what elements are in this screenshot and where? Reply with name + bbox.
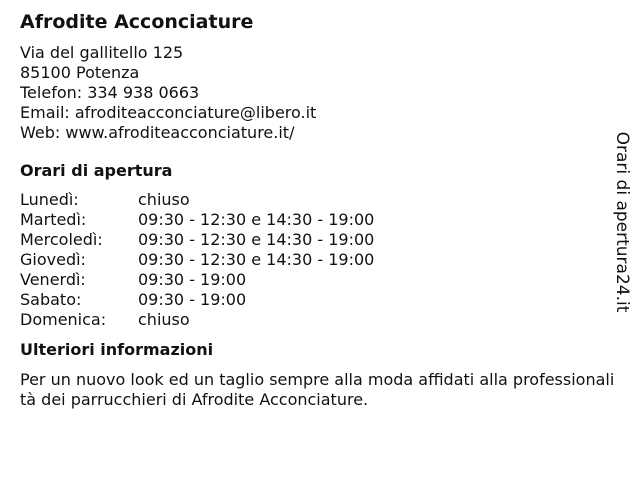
day-hours: 09:30 - 19:00 <box>138 270 247 289</box>
day-label: Domenica: <box>20 310 107 329</box>
day-hours: 09:30 - 19:00 <box>138 290 247 309</box>
day-label: Martedì: <box>20 210 87 229</box>
day-label: Giovedì: <box>20 250 86 269</box>
website: Web: www.afroditeacconciature.it/ <box>20 123 295 142</box>
hours-heading: Orari di apertura <box>20 161 173 180</box>
day-label: Mercoledì: <box>20 230 103 249</box>
site-watermark: Orari di apertura24.it <box>612 131 632 313</box>
business-card <box>20 10 615 410</box>
city: 85100 Potenza <box>20 63 140 82</box>
description-text: Per un nuovo look ed un taglio sempre alla moda affidati alla professionalità dei parrucchieri di Afrodite Acconciature. <box>20 370 615 409</box>
opening-hours <box>20 190 610 330</box>
day-hours: chiuso <box>138 310 190 329</box>
hours-row <box>20 250 610 270</box>
hours-row <box>20 210 610 230</box>
day-hours: chiuso <box>138 190 190 209</box>
hours-row <box>20 290 610 310</box>
day-label: Venerdì: <box>20 270 86 289</box>
more-info-heading: Ulteriori informazioni <box>20 340 214 359</box>
day-hours: 09:30 - 12:30 e 14:30 - 19:00 <box>138 230 375 249</box>
hours-row <box>20 270 610 290</box>
phone: Telefon: 334 938 0663 <box>20 83 200 102</box>
hours-row <box>20 190 610 210</box>
day-hours: 09:30 - 12:30 e 14:30 - 19:00 <box>138 210 375 229</box>
business-name: Afrodite Acconciature <box>20 11 254 33</box>
day-hours: 09:30 - 12:30 e 14:30 - 19:00 <box>138 250 375 269</box>
email: Email: afroditeacconciature@libero.it <box>20 103 317 122</box>
hours-row <box>20 310 610 330</box>
day-label: Sabato: <box>20 290 82 309</box>
street-address: Via del gallitello 125 <box>20 43 184 62</box>
day-label: Lunedì: <box>20 190 79 209</box>
contact-block <box>20 43 610 143</box>
hours-row <box>20 230 610 250</box>
